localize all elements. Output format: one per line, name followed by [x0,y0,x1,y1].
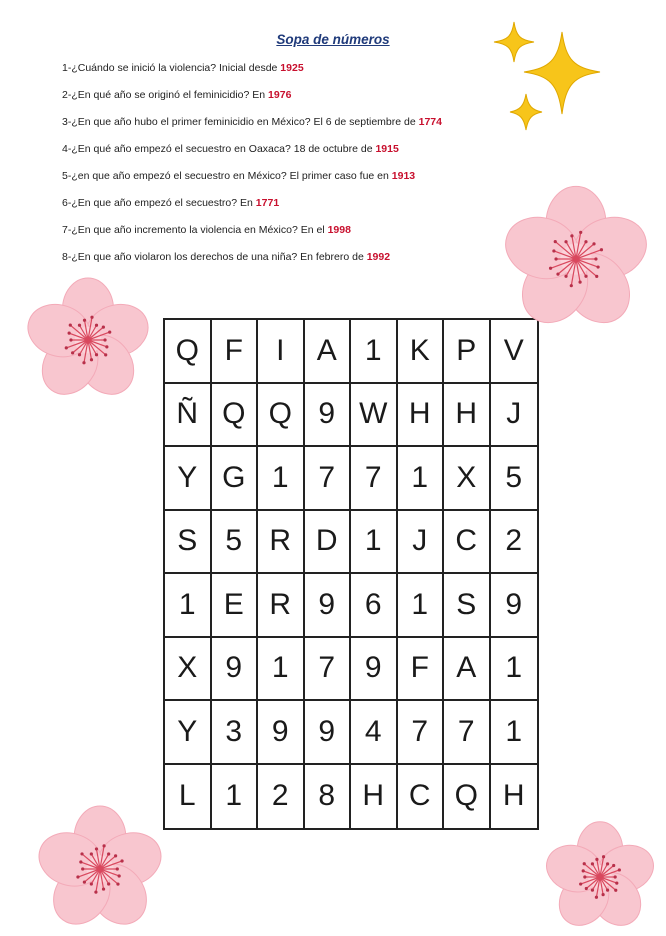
grid-cell: W [351,384,398,448]
grid-cell: V [491,320,538,384]
grid-cell: 1 [491,638,538,702]
question-7: 7-¿En que año incremento la violencia en México? En el 1998 [62,224,351,236]
grid-cell: J [491,384,538,448]
grid-cell: 1 [212,765,259,829]
word-search-grid [163,318,539,830]
grid-cell: E [212,574,259,638]
cherry-blossom-icon [30,804,170,934]
grid-cell: H [398,384,445,448]
grid-cell: 1 [165,574,212,638]
grid-cell: C [444,511,491,575]
question-6: 6-¿En que año empezó el secuestro? En 1771 [62,197,280,209]
grid-cell: 1 [351,320,398,384]
grid-cell: I [258,320,305,384]
grid-cell: 7 [398,701,445,765]
question-4: 4-¿En qué año empezó el secuestro en Oaxaca? 18 de octubre de 1915 [62,143,399,155]
grid-cell: 1 [351,511,398,575]
grid-cell: A [305,320,352,384]
grid-cell: 1 [398,574,445,638]
grid-cell: 9 [212,638,259,702]
grid-cell: H [502,779,525,813]
grid-cell: K [398,320,445,384]
question-list [62,60,522,276]
grid-cell: 5 [491,447,538,511]
grid-cell: L [165,765,212,829]
grid-cell: 4 [351,701,398,765]
question-3: 3-¿En que año hubo el primer feminicidio en México? El 6 de septiembre de 1774 [62,116,442,128]
grid-cell: 9 [491,574,538,638]
grid-cell: D [305,511,352,575]
grid-cell: F [398,638,445,702]
question-1: 1-¿Cuándo se inició la violencia? Inicial desde 1925 [62,62,304,74]
grid-cell: Q [212,384,259,448]
grid-cell: 3 [212,701,259,765]
grid-cell: Q [444,765,491,829]
grid-cell: 9 [258,701,305,765]
grid-cell: 9 [351,638,398,702]
grid-cell: 9 [305,574,352,638]
grid-cell: Y [165,701,212,765]
grid-cell: J [398,511,445,575]
grid-cell: 6 [351,574,398,638]
cherry-blossom-icon [18,276,158,404]
grid-cell: 5 [212,511,259,575]
grid-cell: S [165,511,212,575]
grid-cell: S [444,574,491,638]
grid-cell: 1 [491,701,538,765]
grid-cell: X [165,638,212,702]
sparkles-icon [492,18,602,136]
grid-cell: 1 [258,447,305,511]
grid-cell: P [444,320,491,384]
grid-cell: F [212,320,259,384]
grid-cell: 9 [305,384,352,448]
grid-cell: 7 [351,447,398,511]
grid-cell: G [212,447,259,511]
grid-cell: 2 [491,511,538,575]
grid-cell: X [444,447,491,511]
grid-cell: 7 [305,638,352,702]
question-8: 8-¿En que año violaron los derechos de una niña? En febrero de 1992 [62,251,391,263]
grid-cell: Y [165,447,212,511]
grid-cell: Q [258,384,305,448]
grid-cell: R [258,574,305,638]
grid-cell: 1 [258,638,305,702]
grid-cell: 7 [444,701,491,765]
grid-cell: Ñ [165,384,212,448]
question-5: 5-¿en que año empezó el secuestro en México? El primer caso fue en 1913 [62,170,416,182]
grid-cell: 2 [258,765,305,829]
grid-cell: C [398,765,445,829]
grid-cell: H [444,384,491,448]
grid-cell: Q [165,320,212,384]
grid-cell: A [444,638,491,702]
grid-cell: 9 [305,701,352,765]
grid-cell: R [258,511,305,575]
cherry-blossom-icon [496,184,656,334]
grid-cell: H [351,765,398,829]
grid-cell: 8 [305,765,352,829]
grid-cell: 7 [305,447,352,511]
cherry-blossom-icon [540,820,660,934]
grid-cell: 1 [398,447,445,511]
question-2: 2-¿En qué año se originó el feminicidio? En 1976 [62,89,292,101]
page-title: Sopa de números [276,32,390,47]
